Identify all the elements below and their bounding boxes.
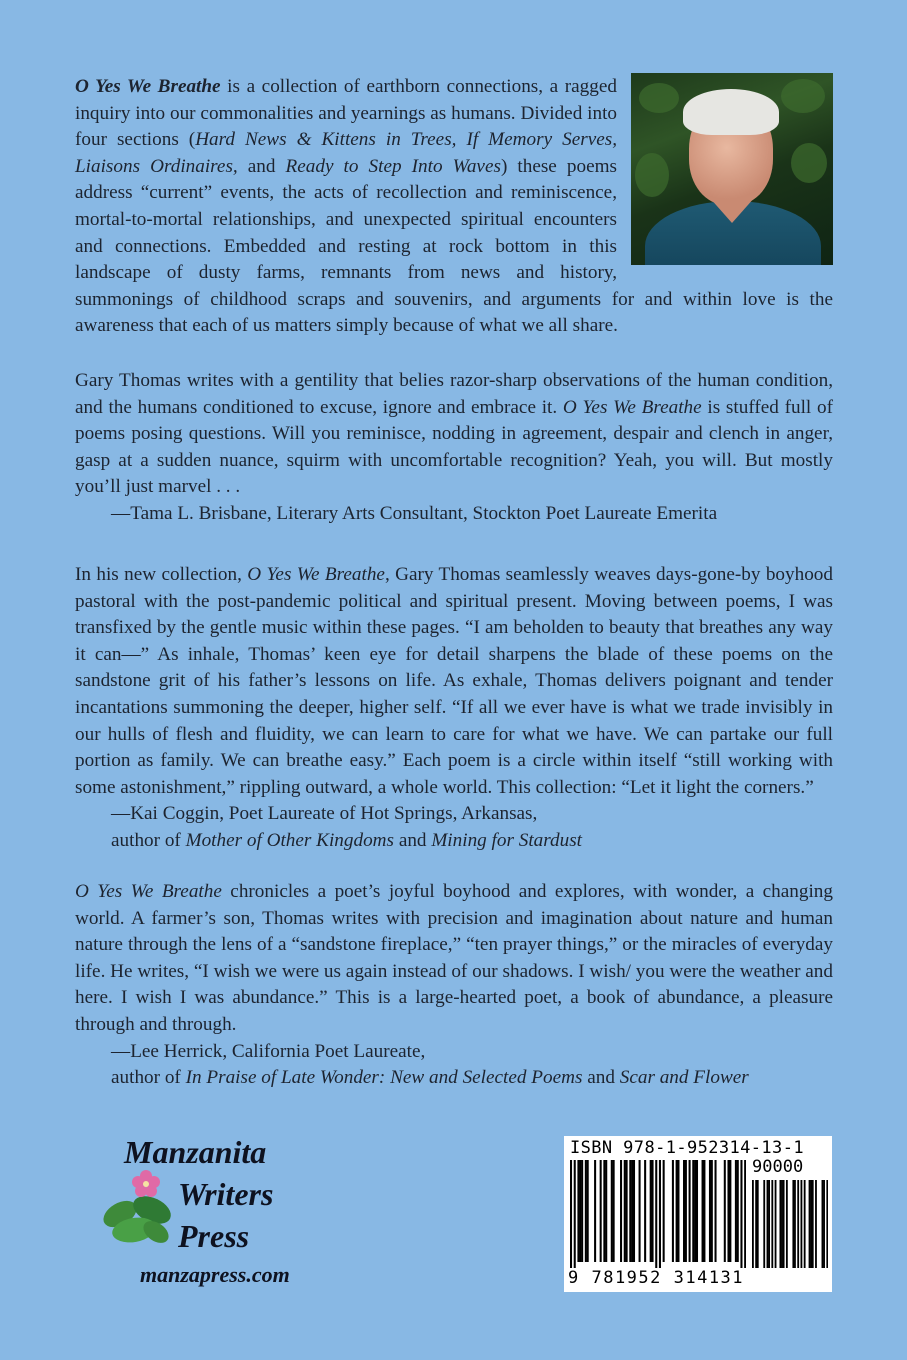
ean-digits: 9 781952 314131 — [568, 1268, 745, 1288]
addon-bar — [752, 1180, 754, 1268]
barcode-bar — [696, 1160, 698, 1262]
barcode-bar — [650, 1160, 652, 1262]
publisher-name-line3: Press — [178, 1218, 250, 1254]
barcode-bar — [587, 1160, 589, 1262]
barcode-bar — [611, 1160, 613, 1262]
barcode-bar — [715, 1160, 717, 1262]
section-names: Hard News & Kittens in Trees, If Memory Serves, Liaisons Ordinaires, — [75, 129, 617, 177]
addon-bar — [810, 1180, 812, 1268]
barcode-bar — [581, 1160, 583, 1262]
book-title: O Yes We Breathe — [75, 76, 221, 97]
book-blurb: O Yes We Breathe is a collection of earthborn connections, a ragged inquiry into our commonalities and yearnings as humans. Divided into four sections (Hard News & Kittens in Trees, If Memory Serves, Liaisons Ordinaires, and Ready to Step Into Waves) these poems address “current” events, the acts of recollection and reminiscence, mortal-to-mortal relationships, and unexpected spiritual encounters and connections. Embedded and resting at rock bottom in this landscape of dusty farms, remnants from news and history, summonings of childhood scraps and souvenirs, and arguments for and within love is the awareness that each of us matters simply because of what we all share. — [75, 74, 833, 340]
price-code: 90000 — [752, 1157, 804, 1177]
addon-bar — [786, 1180, 788, 1268]
barcode-bar — [659, 1160, 661, 1268]
barcode-bar — [685, 1160, 687, 1262]
review-attribution: —Kai Coggin, Poet Laureate of Hot Springs, Arkansas, — [111, 803, 538, 825]
review-coggin: In his new collection, O Yes We Breathe, Gary Thomas seamlessly weaves days-gone-by boyhood pastoral with the post-pandemic political and spiritual present. Moving between poems, I was transfixed by the gentle music within these pages. “I am beholden to beauty that breathes any way it can—” As inhale, Thomas’ keen eye for detail sharpens the blade of these poems on the sandstone grit of his father’s lessons on life. As exhale, Thomas delivers poignant and tender incantations summoning the deeper, higher self. “If all we ever have is what we trade invisibly in our hulls of flesh and fluidity, we can learn to care for what we have. We can partake our full portion as family. We can breathe easy.” Each poem is a circle within itself “still working with some astonishment,” rippling outward, a whole world. This collection: “Let it light the corners.” —Kai Coggin, Poet Laureate of Hot Springs, Arkansas, author of Mother of Other Kingdoms and Mining for Stardust — [75, 562, 833, 855]
barcode-bar — [655, 1160, 657, 1268]
section-name-last: Ready to Step Into Waves — [285, 155, 501, 177]
barcode-bar — [672, 1160, 674, 1262]
barcode-bar — [605, 1160, 607, 1262]
barcode-bar — [652, 1160, 654, 1262]
isbn-barcode — [564, 1136, 832, 1292]
publisher-url: manzapress.com — [140, 1262, 290, 1287]
publisher-name-line1: Manzanita — [124, 1134, 267, 1170]
addon-bar — [781, 1180, 783, 1268]
ean-barcode-bars — [570, 1160, 746, 1268]
addon-bar — [792, 1180, 794, 1268]
author-photo — [631, 73, 833, 265]
barcode-bar — [644, 1160, 646, 1262]
barcode-bar — [633, 1160, 635, 1262]
addon-bar — [794, 1180, 796, 1268]
review-author-books: author of Mother of Other Kingdoms and Mining for Stardust — [111, 829, 582, 851]
barcode-bar — [740, 1160, 742, 1268]
review-attribution: —Tama L. Brisbane, Literary Arts Consultant, Stockton Poet Laureate Emerita — [111, 502, 718, 524]
addon-bar — [815, 1180, 817, 1268]
barcode-bar — [744, 1160, 746, 1268]
barcode-bar — [703, 1160, 705, 1262]
barcode-bar — [727, 1160, 729, 1262]
barcode-bar — [577, 1160, 579, 1262]
addon-bar — [763, 1180, 765, 1268]
barcode-bar — [574, 1160, 576, 1268]
manzanita-flower-icon — [100, 1170, 176, 1248]
addon-bar — [812, 1180, 814, 1268]
barcode-bar — [677, 1160, 679, 1262]
barcode-bar — [600, 1160, 602, 1262]
addon-bar — [771, 1180, 773, 1268]
addon-bar — [823, 1180, 825, 1268]
addon-bar — [822, 1180, 824, 1268]
barcode-bar — [629, 1160, 631, 1262]
addon-bar — [775, 1180, 777, 1268]
barcode-bar — [631, 1160, 633, 1262]
review-author-books: author of In Praise of Late Wonder: New and Selected Poems and Scar and Flower — [111, 1067, 749, 1089]
barcode-bar — [689, 1160, 691, 1262]
barcode-bar — [711, 1160, 713, 1262]
barcode-bar — [729, 1160, 731, 1262]
addon-bar — [767, 1180, 769, 1268]
barcode-bar — [676, 1160, 678, 1262]
addon-bar — [797, 1180, 799, 1268]
barcode-bar — [603, 1160, 605, 1262]
addon-bar — [755, 1180, 757, 1268]
barcode-bar — [613, 1160, 615, 1262]
addon-bar — [783, 1180, 785, 1268]
publisher-name-line2: Writers — [178, 1176, 274, 1212]
book-title: O Yes We Breathe — [562, 396, 702, 418]
addon-bar — [779, 1180, 781, 1268]
barcode-bar — [639, 1160, 641, 1262]
barcode-bar — [624, 1160, 626, 1262]
barcode-bar — [579, 1160, 581, 1262]
barcode-bar — [663, 1160, 665, 1262]
publisher-logo — [100, 1134, 340, 1294]
barcode-bar — [702, 1160, 704, 1262]
barcode-bar — [570, 1160, 572, 1268]
addon-bar — [801, 1180, 803, 1268]
barcode-bar — [735, 1160, 737, 1262]
book-title: O Yes We Breathe — [247, 564, 385, 585]
review-attribution: —Lee Herrick, California Poet Laureate, — [111, 1040, 426, 1062]
price-addon-bars — [752, 1180, 828, 1268]
addon-bar — [804, 1180, 806, 1268]
addon-bar — [757, 1180, 759, 1268]
review-brisbane: Gary Thomas writes with a gentility that belies razor-sharp observations of the human condition, and the humans conditioned to excuse, ignore and embrace it. O Yes We Breathe is stuffed full of poems posing questions. Will you reminisce, nodding in agreement, despair and clench in anger, gasp at a sudden nuance, squirm with uncomfortable recognition? Yeah, you will. But mostly you’ll just marvel . . . —Tama L. Brisbane, Literary Arts Consultant, Stockton Poet Laureate Emerita — [75, 368, 833, 528]
barcode-bar — [626, 1160, 628, 1262]
barcode-bar — [683, 1160, 685, 1262]
barcode-bar — [709, 1160, 711, 1262]
addon-bar — [809, 1180, 811, 1268]
isbn-label: ISBN 978-1-952314-13-1 — [570, 1138, 804, 1158]
book-title: O Yes We Breathe — [75, 881, 222, 902]
barcode-bar — [620, 1160, 622, 1262]
addon-bar — [768, 1180, 770, 1268]
barcode-bar — [737, 1160, 739, 1262]
barcode-bar — [692, 1160, 694, 1262]
addon-bar — [826, 1180, 828, 1268]
barcode-bar — [694, 1160, 696, 1262]
barcode-bar — [724, 1160, 726, 1262]
barcode-bar — [594, 1160, 596, 1262]
barcode-bar — [585, 1160, 587, 1262]
review-herrick: O Yes We Breathe chronicles a poet’s joyful boyhood and explores, with wonder, a changing world. A farmer’s son, Thomas writes with precision and imagination about nature and human nature through the lens of a “sandstone fireplace,” “ten prayer things,” or the miracles of everyday life. He writes, “I wish we were us again instead of our shadows. I wish/ you were the weather and here. I wish I was abundance.” This is a large-hearted poet, a book of abundance, a pleasure through and through. —Lee Herrick, California Poet Laureate, author of In Praise of Late Wonder: New and Selected Poems and Scar and Flower — [75, 879, 833, 1092]
